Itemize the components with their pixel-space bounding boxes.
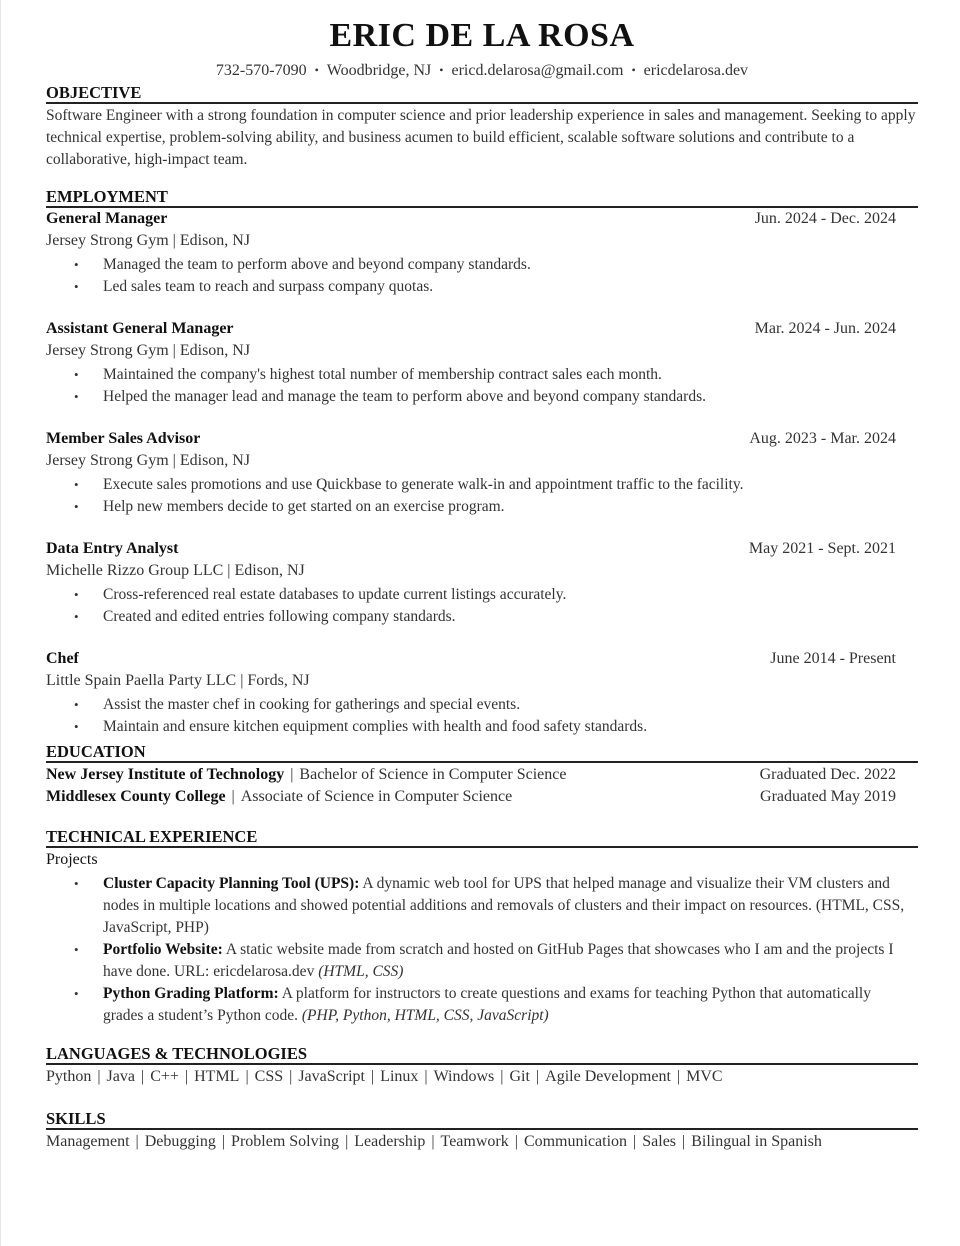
job-header	[46, 648, 918, 670]
pipe-separator: |	[140, 1068, 145, 1085]
project-item	[46, 873, 918, 939]
job-dates: Jun. 2024 - Dec. 2024	[754, 210, 896, 227]
project-description: A platform for instructors to create questions and exams for teaching Python that automatically grades a student’s Python code.	[103, 985, 871, 1024]
pipe-separator: |	[184, 1068, 189, 1085]
job-title: Member Sales Advisor	[46, 430, 201, 447]
language-item: HTML	[194, 1068, 240, 1085]
skill-item: Teamwork	[440, 1133, 509, 1150]
language-item: Linux	[380, 1068, 419, 1085]
contact-email[interactable]: ericd.delarosa@gmail.com	[451, 62, 624, 79]
skills-list	[46, 1131, 918, 1153]
contact-phone: 732-570-7090	[215, 62, 307, 79]
job-bullet-text: Created and edited entries following company standards.	[103, 608, 456, 625]
job-entry	[46, 318, 918, 408]
resume-page	[46, 0, 918, 1153]
employment-list	[46, 208, 918, 738]
job-bullet	[46, 474, 918, 496]
pipe-separator: |	[500, 1068, 504, 1085]
education-entry	[46, 786, 918, 808]
section-title-objective: OBJECTIVE	[46, 83, 918, 104]
section-title-technical-experience: TECHNICAL EXPERIENCE	[46, 827, 918, 848]
pipe-separator: |	[535, 1068, 540, 1085]
skill-item: Communication	[523, 1133, 628, 1150]
language-item: JavaScript	[298, 1068, 365, 1085]
language-item: Windows	[433, 1068, 495, 1085]
pipe-separator: |	[424, 1068, 428, 1085]
section-title-education: EDUCATION	[46, 742, 918, 763]
pipe-separator: |	[431, 1133, 435, 1150]
bullet-icon: •	[74, 609, 79, 624]
bullet-icon: •	[74, 279, 79, 294]
job-bullet-text: Helped the manager lead and manage the team to perform above and beyond company standards.	[103, 388, 706, 405]
job-company: Jersey Strong Gym | Edison, NJ	[46, 342, 251, 359]
pipe-separator: |	[514, 1133, 518, 1150]
job-title: Chef	[46, 650, 79, 667]
job-bullets	[46, 584, 918, 628]
job-bullet	[46, 254, 918, 276]
job-dates: May 2021 - Sept. 2021	[748, 540, 896, 557]
job-entry	[46, 428, 918, 518]
education-left	[46, 764, 566, 786]
pipe-separator: |	[231, 788, 235, 805]
job-header	[46, 318, 918, 340]
school-name: New Jersey Institute of Technology	[46, 766, 285, 783]
languages-list	[46, 1066, 918, 1088]
pipe-separator: |	[676, 1068, 681, 1085]
job-company: Little Spain Paella Party LLC | Fords, NJ	[46, 672, 310, 689]
job-header	[46, 428, 918, 450]
bullet-icon: •	[74, 367, 79, 382]
bullet-icon: •	[74, 719, 79, 734]
graduation-date: Graduated Dec. 2022	[759, 766, 896, 783]
objective-text: Software Engineer with a strong foundation in computer science and prior leadership experience in sales and management. Seeking to apply technical expertise, problem-solving ability, and business acumen to build efficient, scalable software solutions and contribute to a collaborative, high-impact team.	[46, 107, 916, 168]
job-company: Jersey Strong Gym | Edison, NJ	[46, 452, 251, 469]
job-bullet	[46, 276, 918, 298]
project-name: Python Grading Platform:	[103, 985, 279, 1002]
job-entry	[46, 648, 918, 738]
job-title: Assistant General Manager	[46, 320, 234, 337]
language-item: C++	[150, 1068, 179, 1085]
job-entry	[46, 538, 918, 628]
bullet-separator: •	[314, 63, 319, 77]
job-bullet-text: Cross-referenced real estate databases to update current listings accurately.	[103, 586, 567, 603]
contact-website[interactable]: ericdelarosa.dev	[643, 62, 749, 79]
job-bullet-text: Managed the team to perform above and beyond company standards.	[103, 256, 531, 273]
bullet-icon: •	[74, 697, 79, 712]
bullet-icon: •	[74, 257, 79, 272]
job-bullets	[46, 254, 918, 298]
project-description: A static website made from scratch and hosted on GitHub Pages that showcases who I am and the projects I have done. URL: ericdelarosa.dev	[103, 941, 894, 980]
resume-name: ERIC DE LA ROSA	[329, 17, 635, 54]
skill-item: Debugging	[144, 1133, 216, 1150]
language-item: MVC	[686, 1068, 723, 1085]
pipe-separator: |	[370, 1068, 375, 1085]
language-item: Python	[46, 1068, 92, 1085]
job-bullet	[46, 694, 918, 716]
bullet-icon: •	[74, 587, 79, 602]
job-company: Michelle Rizzo Group LLC | Edison, NJ	[46, 562, 305, 579]
job-dates: June 2014 - Present	[770, 650, 896, 667]
section-title-skills: SKILLS	[46, 1109, 918, 1130]
pipe-separator: |	[289, 1068, 293, 1085]
pipe-separator: |	[97, 1068, 101, 1085]
project-description: A dynamic web tool for UPS that helped manage and visualize their VM clusters and nodes in multiple locations and showed potential additions and removals of clusters and their impact on resources. (HTML, CSS, JavaScript, PHP)	[103, 875, 905, 936]
language-item: Agile Development	[545, 1068, 671, 1085]
pipe-separator: |	[135, 1133, 139, 1150]
education-list	[46, 764, 918, 808]
language-item: Git	[509, 1068, 530, 1085]
job-dates: Mar. 2024 - Jun. 2024	[754, 320, 896, 337]
skill-item: Problem Solving	[231, 1133, 340, 1150]
project-item	[46, 983, 918, 1027]
pipe-separator: |	[221, 1133, 226, 1150]
pipe-separator: |	[245, 1068, 249, 1085]
job-bullets	[46, 474, 918, 518]
skill-item: Sales	[642, 1133, 677, 1150]
project-name: Cluster Capacity Planning Tool (UPS):	[103, 875, 360, 892]
job-header	[46, 538, 918, 560]
project-name: Portfolio Website:	[103, 941, 223, 958]
language-item: Java	[106, 1068, 135, 1085]
job-entry	[46, 208, 918, 298]
job-bullet	[46, 606, 918, 628]
job-bullet-text: Assist the master chef in cooking for gatherings and special events.	[103, 696, 521, 713]
graduation-date: Graduated May 2019	[760, 788, 896, 805]
projects-subtitle: Projects	[46, 851, 98, 868]
degree: Bachelor of Science in Computer Science	[299, 766, 567, 783]
pipe-separator: |	[345, 1133, 349, 1150]
project-item	[46, 939, 918, 983]
language-item: CSS	[254, 1068, 284, 1085]
school-name: Middlesex County College	[46, 788, 226, 805]
contact-location: Woodbridge, NJ	[326, 62, 432, 79]
skill-item: Bilingual in Spanish	[691, 1133, 822, 1150]
bullet-separator: •	[631, 63, 636, 77]
bullet-icon: •	[74, 876, 79, 891]
degree: Associate of Science in Computer Science	[240, 788, 513, 805]
bullet-icon: •	[74, 942, 79, 957]
job-title: General Manager	[46, 210, 168, 227]
job-bullet	[46, 364, 918, 386]
job-bullet	[46, 386, 918, 408]
job-bullets	[46, 364, 918, 408]
skill-item: Leadership	[354, 1133, 426, 1150]
job-bullet	[46, 496, 918, 518]
skill-item: Management	[46, 1133, 130, 1150]
contact-line	[46, 60, 918, 81]
section-title-languages: LANGUAGES & TECHNOLOGIES	[46, 1044, 918, 1065]
job-bullet-text: Led sales team to reach and surpass company quotas.	[103, 278, 434, 295]
bullet-icon: •	[74, 499, 79, 514]
job-bullet-text: Execute sales promotions and use Quickbase to generate walk-in and appointment traffic to the facility.	[103, 476, 744, 493]
education-left	[46, 786, 512, 808]
project-tech: (PHP, Python, HTML, CSS, JavaScript)	[301, 1007, 549, 1024]
bullet-separator: •	[439, 63, 444, 77]
pipe-separator: |	[633, 1133, 637, 1150]
pipe-separator: |	[682, 1133, 686, 1150]
job-company: Jersey Strong Gym | Edison, NJ	[46, 232, 251, 249]
education-entry	[46, 764, 918, 786]
pipe-separator: |	[290, 766, 294, 783]
job-bullet	[46, 716, 918, 738]
job-dates: Aug. 2023 - Mar. 2024	[749, 430, 896, 447]
bullet-icon: •	[74, 389, 79, 404]
bullet-icon: •	[74, 477, 79, 492]
job-bullets	[46, 694, 918, 738]
job-title: Data Entry Analyst	[46, 540, 179, 557]
section-title-employment: EMPLOYMENT	[46, 187, 918, 208]
job-bullet-text: Help new members decide to get started on an exercise program.	[103, 498, 505, 515]
projects-list	[46, 873, 918, 1027]
bullet-icon: •	[74, 986, 79, 1001]
project-tech: (HTML, CSS)	[318, 963, 404, 980]
job-bullet-text: Maintain and ensure kitchen equipment complies with health and food safety standards.	[103, 718, 648, 735]
job-bullet	[46, 584, 918, 606]
job-bullet-text: Maintained the company's highest total number of membership contract sales each month.	[103, 366, 662, 383]
job-header	[46, 208, 918, 230]
